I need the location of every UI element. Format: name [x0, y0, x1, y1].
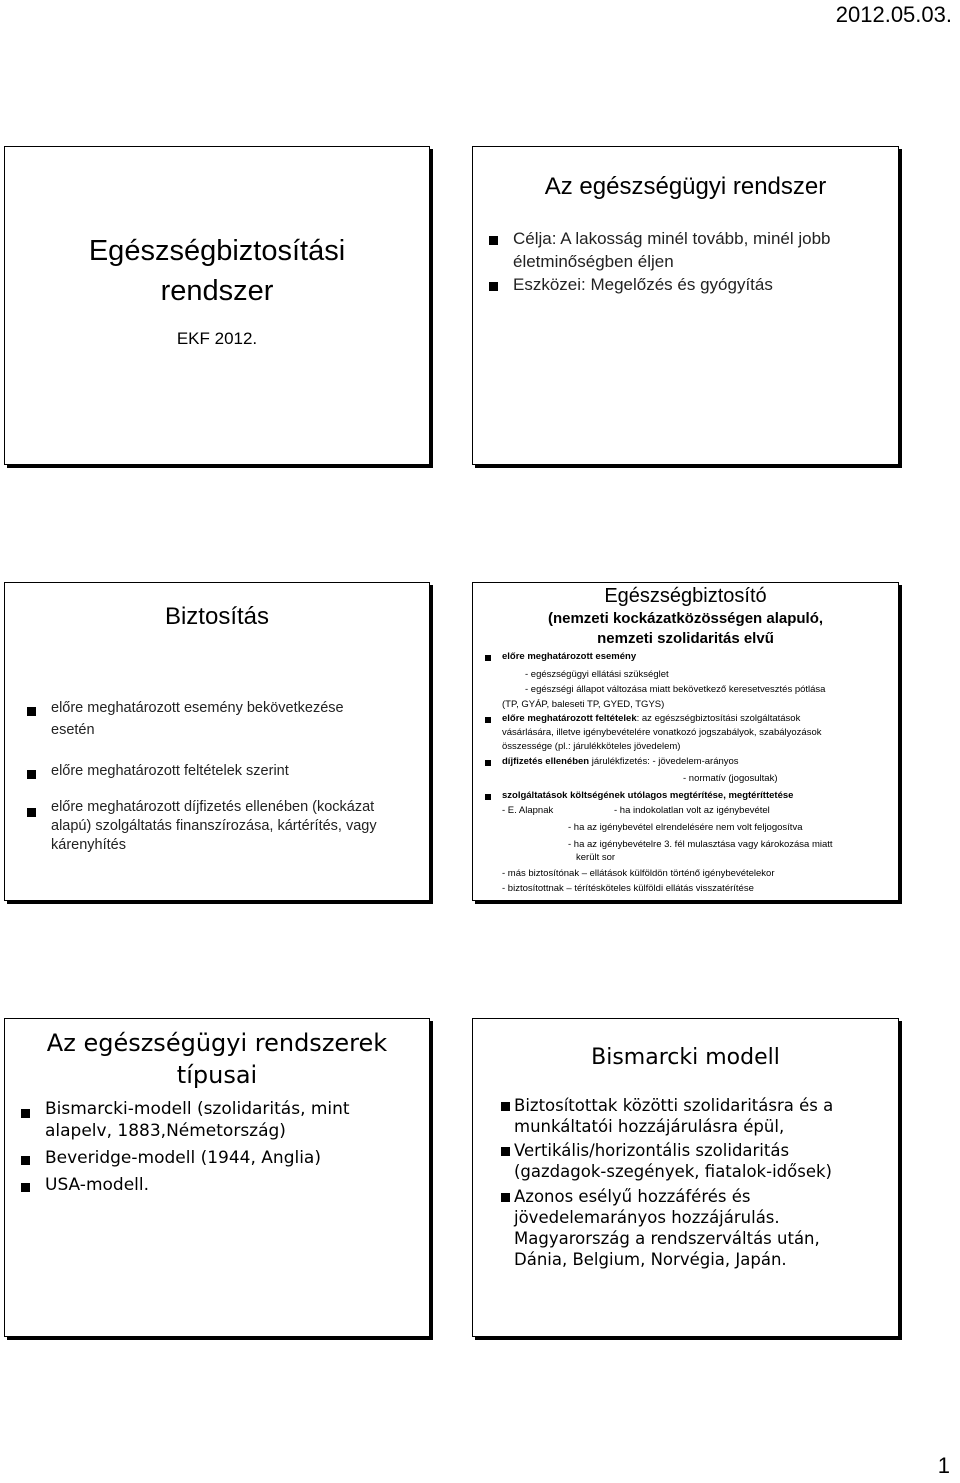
- bullet-text: [513, 227, 831, 273]
- bullet-text: [502, 755, 739, 768]
- bullet-icon: [489, 236, 498, 245]
- text-line: - egészségi állapot változása miatt bekövetkező keresetvesztés pótlása: [525, 684, 826, 695]
- text-line: - egészségügyi ellátási szükséglet: [525, 669, 669, 680]
- bullet-line: Magyarország a rendszerváltás után,: [514, 1229, 820, 1248]
- bullet-icon: [27, 770, 36, 779]
- slide-insurance: [4, 582, 430, 901]
- bullet-text: szolgáltatások költségének utólagos megtérítése, megtéríttetése: [502, 790, 794, 801]
- bullet-bold: díjfizetés ellenében: [502, 756, 590, 767]
- bullet-line: Vertikális/horizontális szolidaritás: [514, 1141, 790, 1160]
- bullet-icon: [21, 1156, 30, 1165]
- text-line: került sor: [576, 852, 616, 863]
- bullet-icon: [485, 794, 491, 800]
- bullet-line: életminőségben éljen: [513, 252, 674, 271]
- bullet-icon: [485, 717, 491, 723]
- bullet-icon: [485, 760, 491, 766]
- slide-system-types: [4, 1018, 430, 1337]
- bullet-rest: : az egészségbiztosítási szolgáltatások: [636, 713, 801, 724]
- bullet-text: [502, 712, 800, 725]
- bullet-rest: járulékfizetés: - jövedelem-arányos: [589, 756, 739, 767]
- bullet-text: [513, 273, 773, 296]
- bullet-bold: előre meghatározott feltételek: [502, 713, 637, 724]
- text-line: - E. Alapnak: [502, 805, 554, 816]
- bullet-line: esetén: [51, 722, 95, 738]
- slide-heading: Bismarcki modell: [591, 1045, 780, 1070]
- bullet-line: kárenyhítés: [51, 837, 126, 853]
- bullet-line: előre meghatározott díjfizetés ellenében (kockázat: [51, 799, 375, 815]
- bullet-text: [514, 1186, 820, 1270]
- text-line: - ha az igénybevételre 3. fél mulasztása vagy károkozása miatt: [568, 839, 833, 850]
- bullet-text: [51, 760, 289, 782]
- bullet-icon: [501, 1147, 510, 1156]
- bullet-icon: [27, 808, 36, 817]
- bullet-line: előre meghatározott esemény bekövetkezése: [51, 700, 344, 716]
- bullet-text: előre meghatározott esemény: [502, 651, 637, 662]
- bullet-icon: [27, 707, 36, 716]
- text-line: összessége (pl.: járulékköteles jövedelem): [502, 741, 681, 752]
- slide-subtitle: EKF 2012.: [176, 329, 258, 348]
- bullet-line: Dánia, Belgium, Norvégia, Japán.: [514, 1250, 787, 1269]
- text-line: - biztosítottnak – térítésköteles külföldi ellátás visszatérítése: [502, 883, 754, 894]
- bullet-line: Biztosítottak közötti szolidaritásra és a: [514, 1096, 834, 1115]
- slide-health-insurer: [472, 582, 899, 901]
- bullet-line: USA-modell.: [45, 1175, 150, 1195]
- bullet-icon: [21, 1183, 30, 1192]
- bullet-line: munkáltatói hozzájárulásra épül,: [514, 1117, 785, 1136]
- bullet-line: jövedelemarányos hozzájárulás.: [514, 1208, 780, 1227]
- slide-heading: Az egészségügyi rendszer: [544, 173, 827, 200]
- bullet-icon: [21, 1109, 30, 1118]
- text-line: - ha indokolatlan volt az igénybevétel: [614, 805, 770, 816]
- bullet-icon: [501, 1102, 510, 1111]
- slide-health-system: [472, 146, 899, 465]
- text-line: (TP, GYÁP, baleseti TP, GYED, TGYS): [502, 699, 665, 710]
- bullet-line: Célja: A lakosság minél tovább, minél jobb: [513, 229, 831, 248]
- bullet-line: Azonos esélyű hozzáférés és: [514, 1187, 751, 1206]
- bullet-line: Eszközei: Megelőzés és gyógyítás: [513, 275, 773, 294]
- bullet-text: [51, 697, 344, 741]
- title-line: rendszer: [160, 275, 274, 307]
- text-line: - ha az igénybevétel elrendelésére nem volt feljogosítva: [568, 822, 803, 833]
- page-date: 2012.05.03.: [835, 2, 952, 27]
- slide-title-heading: [5, 231, 429, 311]
- title-line: Az egészségügyi rendszerek: [46, 1029, 388, 1057]
- bullet-line: Beveridge-modell (1944, Anglia): [45, 1148, 321, 1168]
- bullet-text: [51, 798, 377, 855]
- slide-subheading: (nemzeti kockázatközösségen alapuló,: [547, 610, 824, 627]
- bullet-icon: [501, 1193, 510, 1202]
- text-line: - normatív (jogosultak): [683, 773, 778, 784]
- bullet-text: [45, 1147, 321, 1169]
- bullet-text: [514, 1095, 833, 1137]
- slide-heading: Egészségbiztosító: [604, 585, 767, 607]
- bullet-icon: [485, 655, 491, 661]
- page-number: 1: [937, 1453, 950, 1478]
- bullet-line: előre meghatározott feltételek szerint: [51, 763, 289, 779]
- slide-subheading: nemzeti szolidaritás elvű: [597, 630, 774, 647]
- bullet-text: [45, 1174, 149, 1196]
- bullet-text: [514, 1140, 832, 1182]
- bullet-icon: [489, 282, 498, 291]
- slide-heading: Biztosítás: [164, 603, 270, 630]
- title-line: típusai: [176, 1061, 258, 1089]
- bullet-text: [45, 1098, 350, 1142]
- bullet-line: Bismarcki-modell (szolidaritás, mint: [45, 1099, 350, 1119]
- bullet-line: (gazdagok-szegények, fiatalok-idősek): [514, 1162, 832, 1181]
- slide-heading: [5, 1027, 429, 1091]
- bullet-line: alapú) szolgáltatás finanszírozása, kártérítés, vagy: [51, 818, 377, 834]
- slide-bismarck-model: [472, 1018, 899, 1337]
- title-line: Egészségbiztosítási: [88, 235, 346, 267]
- text-line: vásárlására, illetve igénybevételére vonatkozó jogszabályok, szabályozások: [502, 727, 822, 738]
- text-line: - más biztosítónak – ellátások külföldön történő igénybevételekor: [502, 868, 775, 879]
- bullet-line: alapelv, 1883,Németország): [45, 1121, 286, 1141]
- slide-title: [4, 146, 430, 465]
